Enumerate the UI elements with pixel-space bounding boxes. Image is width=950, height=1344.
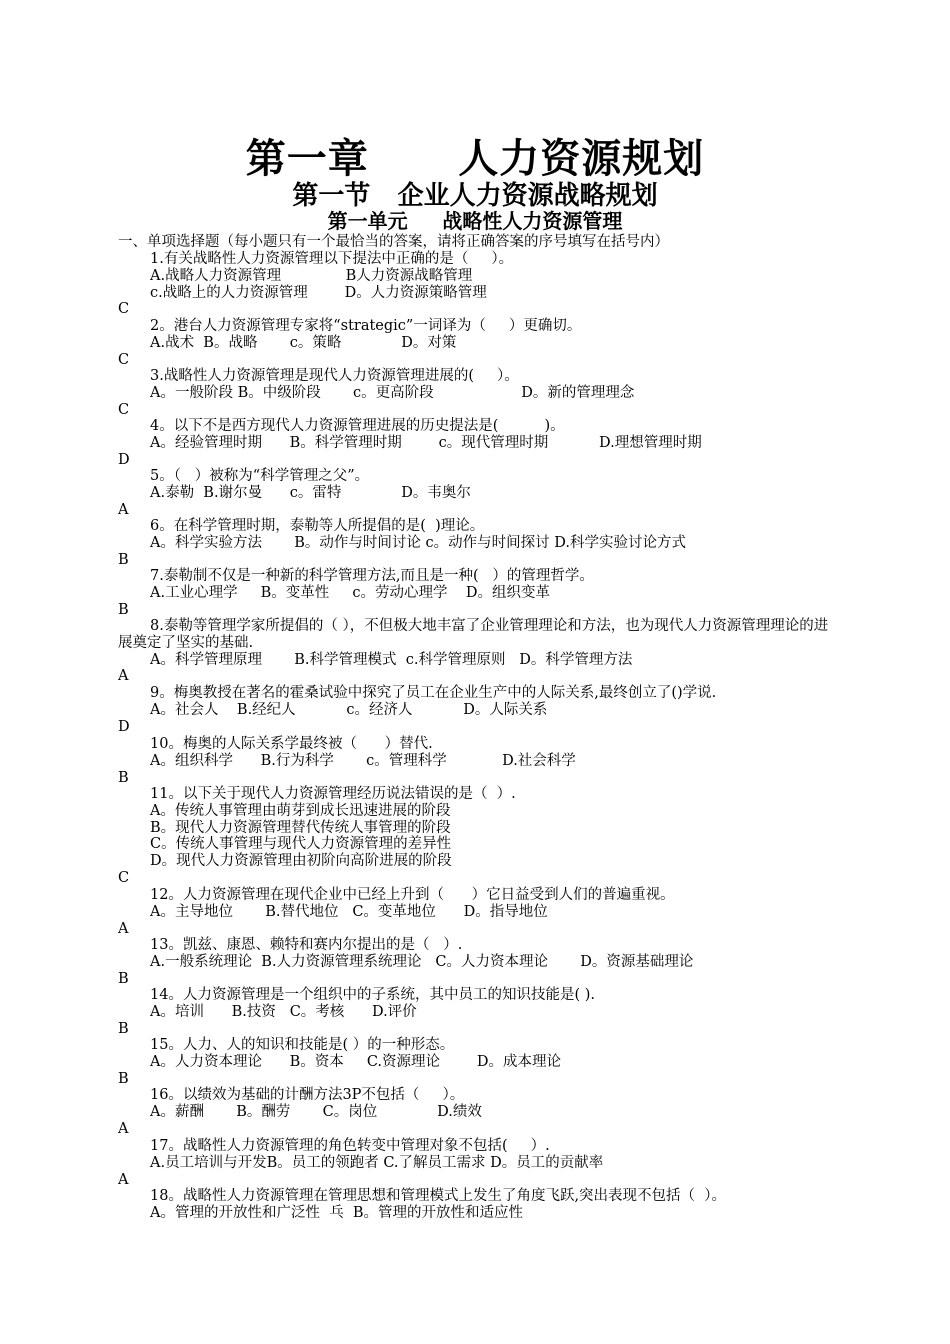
question-options: A。主导地位 B.替代地位 C。变革地位 D。指导地位 xyxy=(150,903,548,920)
question-answer: A xyxy=(118,1120,129,1137)
question-answer: B xyxy=(118,1020,129,1037)
question-item xyxy=(118,618,838,685)
question-answer: B xyxy=(118,1070,129,1087)
instructions: 一、单项选择题（每小题只有一个最恰当的答案，请将正确答案的序号填写在括号内） xyxy=(118,234,669,250)
question-stem: 9。梅奥教授在著名的霍桑试验中探究了员工在企业生产中的人际关系,最终创立了()学说. xyxy=(150,685,717,701)
question-stem: 11。以下关于现代人力资源管理经历说法错误的是（ ）. xyxy=(150,786,516,802)
question-stem: 13。凯兹、康恩、赖特和赛内尔提出的是（ ）. xyxy=(150,937,463,953)
question-answer: B xyxy=(118,970,129,987)
question-item xyxy=(118,418,838,468)
question-item xyxy=(118,685,838,735)
question-item xyxy=(118,937,838,987)
question-answer: B xyxy=(118,769,129,786)
question-options: c.战略上的人力资源管理 D。人力资源策略管理 xyxy=(150,284,487,301)
question-stem: 12。人力资源管理在现代企业中已经上升到（ ）它日益受到人们的普遍重视。 xyxy=(150,887,675,903)
question-item xyxy=(118,786,838,887)
question-options: B。现代人力资源管理替代传统人事管理的阶段 xyxy=(150,819,451,836)
question-options: A.战术 B。战略 c。策略 D。对策 xyxy=(150,334,457,351)
question-stem: 5。（ ）被称为“科学管理之父”。 xyxy=(150,468,370,484)
question-answer: D xyxy=(118,718,130,735)
question-options: A。一般阶段 B。中级阶段 c。更高阶段 D。新的管理理念 xyxy=(150,384,635,401)
question-answer: B xyxy=(118,551,129,568)
chapter-title: 第一章 人力资源规划 xyxy=(245,135,705,182)
question-stem: 10。梅奥的人际关系学最终被（ ）替代. xyxy=(150,736,433,752)
question-item xyxy=(118,1087,838,1137)
question-options: A.泰勒 B.谢尔曼 c。雷特 D。韦奥尔 xyxy=(150,484,471,501)
question-options: A。科学实验方法 B。动作与时间讨论 c。动作与时间探讨 D.科学实验讨论方式 xyxy=(150,534,686,551)
question-answer: C xyxy=(118,301,130,318)
question-stem: 1.有关战略性人力资源管理以下提法中正确的是（ ）。 xyxy=(150,251,514,267)
question-stem: 17。战略性人力资源管理的角色转变中管理对象不包括( ）. xyxy=(150,1138,550,1154)
question-stem: 7.泰勒制不仅是一种新的科学管理方法,而且是一种( ）的管理哲学。 xyxy=(150,568,594,584)
question-item xyxy=(118,518,838,568)
question-options: A。管理的开放性和广泛性 乓 B。管理的开放性和适应性 xyxy=(150,1204,524,1221)
question-answer: C xyxy=(118,869,130,886)
question-stem: 16。以绩效为基础的计酬方法3P不包括（ ）。 xyxy=(150,1087,465,1103)
question-item xyxy=(118,368,838,418)
question-options: A。培训 B.技资 C。考核 D.评价 xyxy=(150,1003,417,1020)
question-stem: 18。战略性人力资源管理在管理思想和管理模式上发生了角度飞跃,突出表现不包括（ ）。 xyxy=(150,1188,727,1204)
question-options: A.一般系统理论 B.人力资源管理系统理论 C。人力资本理论 D。资源基础理论 xyxy=(150,953,694,970)
question-item xyxy=(118,1188,838,1222)
question-options: A.工业心理学 B。变革性 c。劳动心理学 D。组织变革 xyxy=(150,584,551,601)
unit-title: 第一单元 战略性人力资源管理 xyxy=(327,209,623,233)
question-stem: 8.泰勒等管理学家所提倡的（ ），不但极大地丰富了企业管理理论和方法，也为现代人力资源管理理论的进展奠定了坚实的基础. xyxy=(118,618,829,651)
question-stem: 4。以下不是西方现代人力资源管理进展的历史提法是( )。 xyxy=(150,418,565,434)
question-item xyxy=(118,1037,838,1087)
question-options: A。传统人事管理由萌芽到成长迅速进展的阶段 xyxy=(150,802,451,819)
question-options: C。传统人事管理与现代人力资源管理的差异性 xyxy=(150,836,452,853)
question-stem: 3.战略性人力资源管理是现代人力资源管理进展的( ）。 xyxy=(150,368,519,384)
question-item xyxy=(118,887,838,937)
question-stem: 6。在科学管理时期，泰勒等人所提倡的是( )理论。 xyxy=(150,518,485,534)
question-item xyxy=(118,1138,838,1188)
question-options: A。社会人 B.经纪人 c。经济人 D。人际关系 xyxy=(150,701,548,718)
question-stem: 2。港台人力资源管理专家将“strategic”一词译为（ ）更确切。 xyxy=(150,318,582,334)
question-options: A.战略人力资源管理 B人力资源战略管理 xyxy=(150,267,473,284)
question-options: A。组织科学 B.行为科学 c。管理科学 D.社会科学 xyxy=(150,752,576,769)
question-item xyxy=(118,251,838,318)
section-title: 第一节 企业人力资源战略规划 xyxy=(292,181,658,211)
question-answer: B xyxy=(118,601,129,618)
question-options: A。经验管理时期 B。科学管理时期 c。现代管理时期 D.理想管理时期 xyxy=(150,434,702,451)
question-answer: C xyxy=(118,351,130,368)
question-options: A.员工培训与开发B。员工的领跑者 C.了解员工需求 D。员工的贡献率 xyxy=(150,1154,604,1171)
question-options: A。人力资本理论 B。资本 C.资源理论 D。成本理论 xyxy=(150,1053,562,1070)
question-item xyxy=(118,568,838,618)
question-item xyxy=(118,736,838,786)
question-item xyxy=(118,468,838,518)
question-answer: A xyxy=(118,1171,129,1188)
question-answer: D xyxy=(118,451,130,468)
question-options: D。现代人力资源管理由初阶向高阶进展的阶段 xyxy=(150,853,452,870)
question-answer: C xyxy=(118,401,130,418)
question-answer: A xyxy=(118,920,129,937)
question-stem: 14。人力资源管理是一个组织中的子系统，其中员工的知识技能是( ). xyxy=(150,987,595,1003)
question-options: A。薪酬 B。酬劳 C。岗位 D.绩效 xyxy=(150,1103,482,1120)
question-answer: A xyxy=(118,668,129,685)
question-stem: 15。人力、人的知识和技能是( ）的一种形态。 xyxy=(150,1037,455,1053)
question-answer: A xyxy=(118,501,129,518)
question-item xyxy=(118,987,838,1037)
question-options: A。科学管理原理 B.科学管理模式 c.科学管理原则 D。科学管理方法 xyxy=(150,651,633,668)
question-item xyxy=(118,318,838,368)
